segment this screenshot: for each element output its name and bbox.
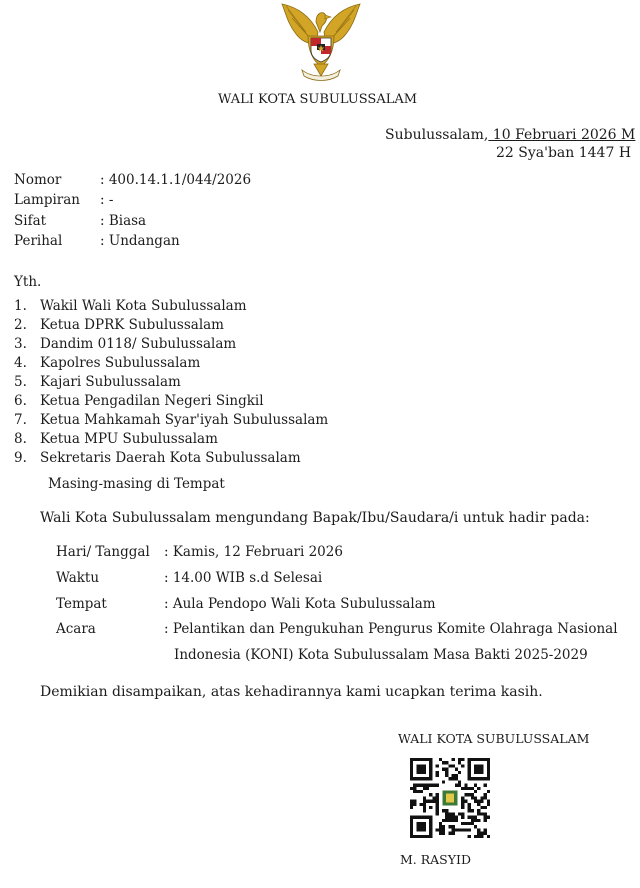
date-line xyxy=(385,127,635,143)
list-item-number: 2. xyxy=(14,317,27,333)
meta-label-perihal: Perihal xyxy=(14,233,63,249)
signature-title: WALI KOTA SUBULUSSALAM xyxy=(398,731,590,746)
meta-label-lampiran: Lampiran xyxy=(14,192,80,208)
hijri-date: 22 Sya'ban 1447 H xyxy=(496,145,632,161)
list-item-number: 4. xyxy=(14,355,27,371)
detail-label-time: Waktu xyxy=(56,570,100,586)
detail-label-place: Tempat xyxy=(56,596,107,612)
list-item: Kajari Subulussalam xyxy=(40,374,181,390)
detail-label-date: Hari/ Tanggal xyxy=(56,544,150,560)
recipients-heading: Yth. xyxy=(14,274,42,290)
detail-value-time: : 14.00 WIB s.d Selesai xyxy=(164,570,323,586)
intro-paragraph: Wali Kota Subulussalam mengundang Bapak/Ibu/Saudara/i untuk hadir pada: xyxy=(40,510,590,526)
gregorian-date: 10 Februari 2026 M xyxy=(488,127,636,143)
list-item: Wakil Wali Kota Subulussalam xyxy=(40,298,247,314)
list-item-number: 6. xyxy=(14,393,27,409)
list-item-number: 1. xyxy=(14,298,27,314)
list-item-number: 3. xyxy=(14,336,27,352)
list-item: Ketua MPU Subulussalam xyxy=(40,431,218,447)
qr-code-icon xyxy=(410,758,490,838)
list-item-number: 5. xyxy=(14,374,27,390)
meta-value-sifat: : Biasa xyxy=(100,213,147,229)
list-item-number: 8. xyxy=(14,431,27,447)
recipients-suffix: Masing-masing di Tempat xyxy=(48,476,225,492)
place-label: Subulussalam, xyxy=(385,127,489,143)
meta-label-sifat: Sifat xyxy=(14,213,47,229)
garuda-emblem xyxy=(278,2,364,82)
office-title: WALI KOTA SUBULUSSALAM xyxy=(218,92,418,107)
list-item: Ketua Pengadilan Negeri Singkil xyxy=(40,393,264,409)
list-item: Dandim 0118/ Subulussalam xyxy=(40,336,237,352)
list-item: Sekretaris Daerah Kota Subulussalam xyxy=(40,450,301,466)
meta-label-nomor: Nomor xyxy=(14,172,62,188)
detail-label-event: Acara xyxy=(56,621,96,637)
list-item: Ketua DPRK Subulussalam xyxy=(40,317,224,333)
closing-paragraph: Demikian disampaikan, atas kehadirannya kami ucapkan terima kasih. xyxy=(40,684,543,700)
detail-value-place: : Aula Pendopo Wali Kota Subulussalam xyxy=(164,596,436,612)
detail-value-event-cont: Indonesia (KONI) Kota Subulussalam Masa Bakti 2025-2029 xyxy=(174,647,588,663)
meta-value-perihal: : Undangan xyxy=(100,233,180,249)
list-item-number: 9. xyxy=(14,450,27,466)
meta-value-nomor: : 400.14.1.1/044/2026 xyxy=(100,172,252,188)
meta-value-lampiran: : - xyxy=(100,192,114,208)
detail-value-event: : Pelantikan dan Pengukuhan Pengurus Komite Olahraga Nasional xyxy=(164,621,618,637)
detail-value-date: : Kamis, 12 Februari 2026 xyxy=(164,544,343,560)
list-item: Kapolres Subulussalam xyxy=(40,355,201,371)
signatory-name: M. RASYID xyxy=(400,852,471,867)
list-item: Ketua Mahkamah Syar'iyah Subulussalam xyxy=(40,412,329,428)
list-item-number: 7. xyxy=(14,412,27,428)
